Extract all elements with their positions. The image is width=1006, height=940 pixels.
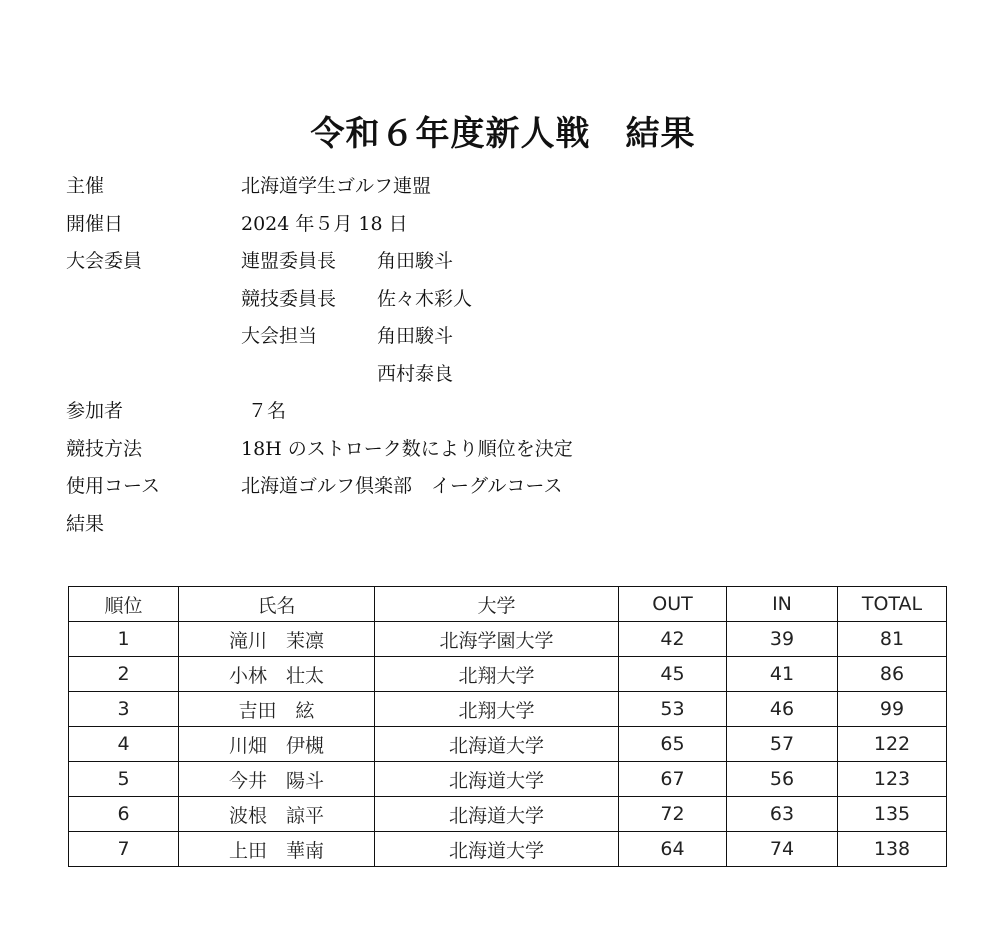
header-rank: 順位	[69, 587, 179, 622]
course-label: 使用コース	[66, 475, 161, 497]
header-total: TOTAL	[838, 587, 947, 622]
header-out: OUT	[619, 587, 727, 622]
cell-out: 53	[619, 692, 727, 727]
info-row-results	[66, 506, 966, 544]
info-row-organizer	[66, 168, 966, 206]
course-value: 北海道ゴルフ倶楽部 イーグルコース	[241, 475, 563, 497]
cell-in: 74	[727, 832, 838, 867]
date-label: 開催日	[66, 212, 124, 235]
cell-in: 39	[727, 622, 838, 657]
table-row	[69, 692, 947, 727]
cell-out: 42	[619, 622, 727, 657]
table-row	[69, 762, 947, 797]
date-value: 2024 年５月 18 日	[241, 212, 408, 235]
event-info	[66, 168, 966, 543]
committee-name: 角田駿斗	[377, 325, 454, 347]
table-header-row	[69, 587, 947, 622]
cell-out: 64	[619, 832, 727, 867]
header-name: 氏名	[179, 587, 375, 622]
cell-rank: 5	[69, 762, 179, 797]
cell-rank: 1	[69, 622, 179, 657]
committee-name: 佐々木彩人	[377, 287, 473, 310]
participants-label: 参加者	[66, 400, 124, 422]
organizer-label: 主催	[66, 175, 105, 197]
info-row-committee-1	[66, 243, 966, 281]
cell-in: 63	[727, 797, 838, 832]
cell-rank: 7	[69, 832, 179, 867]
cell-out: 65	[619, 727, 727, 762]
cell-university: 北海道大学	[375, 797, 619, 832]
organizer-value: 北海道学生ゴルフ連盟	[241, 175, 432, 197]
cell-university: 北翔大学	[375, 692, 619, 727]
results-table	[68, 586, 947, 867]
cell-out: 67	[619, 762, 727, 797]
cell-total: 135	[838, 797, 947, 832]
cell-rank: 3	[69, 692, 179, 727]
cell-rank: 2	[69, 657, 179, 692]
cell-out: 72	[619, 797, 727, 832]
participants-value: ７名	[248, 400, 287, 422]
cell-name: 上田 華南	[179, 832, 375, 867]
cell-in: 41	[727, 657, 838, 692]
cell-rank: 4	[69, 727, 179, 762]
results-label: 結果	[66, 512, 105, 535]
cell-name: 今井 陽斗	[179, 762, 375, 797]
info-row-participants	[66, 393, 966, 431]
table-row	[69, 797, 947, 832]
info-row-committee-2	[66, 281, 966, 319]
cell-total: 123	[838, 762, 947, 797]
cell-name: 小林 壮太	[179, 657, 375, 692]
cell-in: 57	[727, 727, 838, 762]
committee-role: 大会担当	[241, 325, 318, 347]
cell-in: 56	[727, 762, 838, 797]
committee-label: 大会委員	[66, 250, 143, 272]
cell-name: 波根 諒平	[179, 797, 375, 832]
table-row	[69, 832, 947, 867]
cell-total: 86	[838, 657, 947, 692]
table-row	[69, 727, 947, 762]
header-in: IN	[727, 587, 838, 622]
cell-university: 北翔大学	[375, 657, 619, 692]
table-row	[69, 657, 947, 692]
cell-name: 滝川 茉凛	[179, 622, 375, 657]
committee-role: 連盟委員長	[241, 250, 337, 272]
cell-university: 北海学園大学	[375, 622, 619, 657]
cell-university: 北海道大学	[375, 727, 619, 762]
cell-name: 吉田 絃	[179, 692, 375, 727]
cell-total: 99	[838, 692, 947, 727]
cell-total: 81	[838, 622, 947, 657]
committee-role: 競技委員長	[241, 287, 337, 310]
committee-name: 西村泰良	[377, 362, 454, 385]
info-row-course	[66, 468, 966, 506]
info-row-method	[66, 431, 966, 469]
method-value: 18H のストローク数により順位を決定	[241, 437, 573, 460]
header-university: 大学	[375, 587, 619, 622]
method-label: 競技方法	[66, 437, 143, 460]
info-row-committee-3	[66, 318, 966, 356]
table-row	[69, 622, 947, 657]
cell-total: 138	[838, 832, 947, 867]
cell-university: 北海道大学	[375, 762, 619, 797]
page-title: 令和６年度新人戦 結果	[310, 114, 696, 154]
info-row-date	[66, 206, 966, 244]
cell-total: 122	[838, 727, 947, 762]
info-row-committee-4	[66, 356, 966, 394]
cell-rank: 6	[69, 797, 179, 832]
cell-name: 川畑 伊槻	[179, 727, 375, 762]
cell-out: 45	[619, 657, 727, 692]
committee-name: 角田駿斗	[377, 250, 454, 272]
cell-in: 46	[727, 692, 838, 727]
cell-university: 北海道大学	[375, 832, 619, 867]
